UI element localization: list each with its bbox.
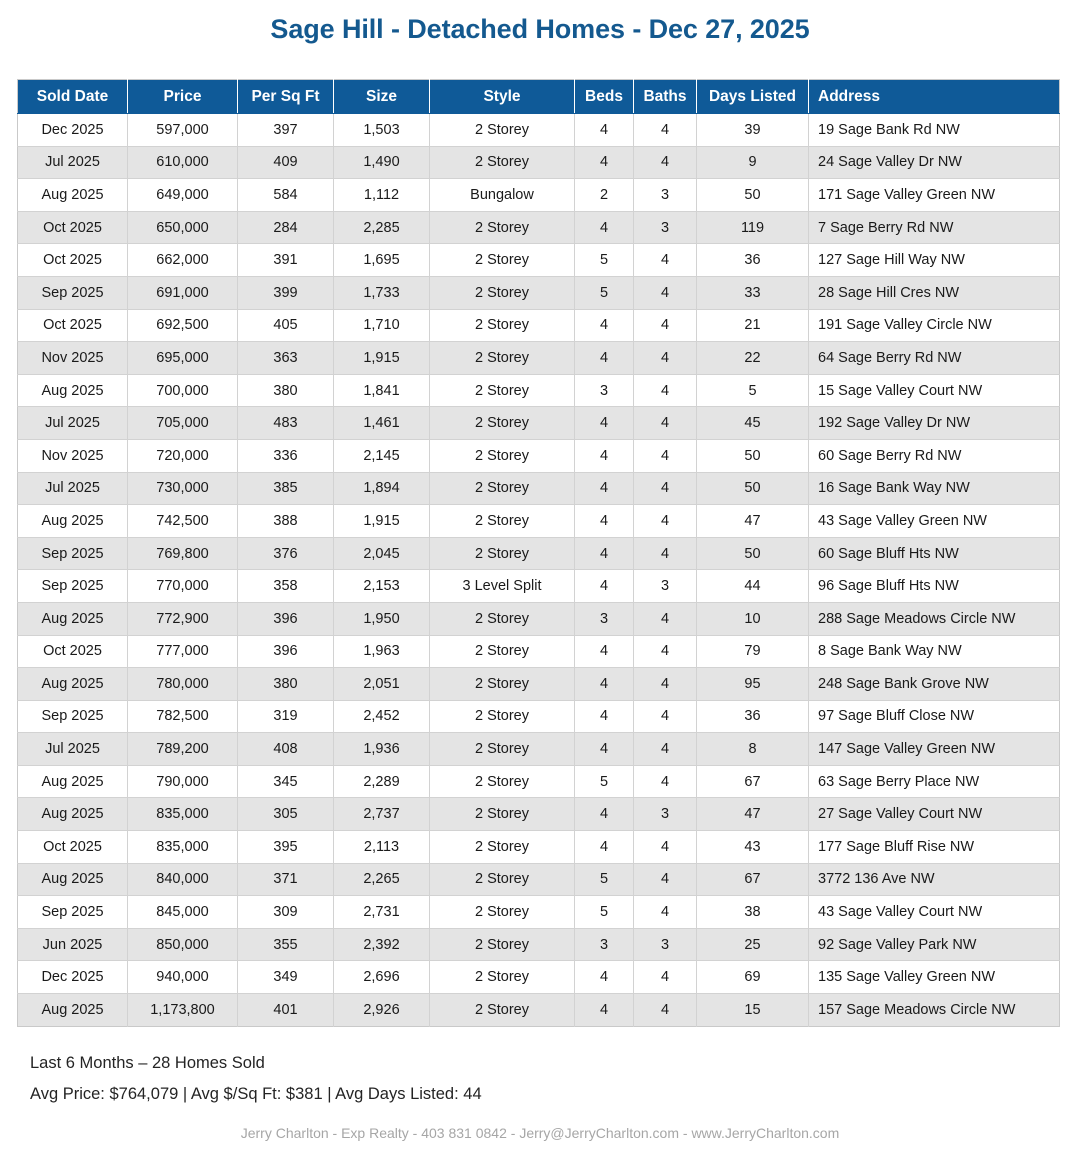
cell-sold-date: Aug 2025 bbox=[18, 994, 128, 1027]
cell-days-listed: 45 bbox=[697, 407, 809, 440]
cell-baths: 4 bbox=[634, 439, 697, 472]
cell-style: 2 Storey bbox=[430, 635, 575, 668]
cell-size: 1,490 bbox=[334, 146, 430, 179]
cell-address: 15 Sage Valley Court NW bbox=[809, 374, 1060, 407]
cell-style: 2 Storey bbox=[430, 700, 575, 733]
table-row[interactable] bbox=[18, 276, 1060, 309]
cell-sold-date: Aug 2025 bbox=[18, 798, 128, 831]
cell-days-listed: 44 bbox=[697, 570, 809, 603]
cell-beds: 3 bbox=[575, 374, 634, 407]
table-row[interactable] bbox=[18, 179, 1060, 212]
cell-size: 1,894 bbox=[334, 472, 430, 505]
cell-style: 2 Storey bbox=[430, 831, 575, 864]
cell-beds: 4 bbox=[575, 211, 634, 244]
cell-sold-date: Aug 2025 bbox=[18, 668, 128, 701]
cell-price: 777,000 bbox=[128, 635, 238, 668]
cell-baths: 3 bbox=[634, 179, 697, 212]
cell-days-listed: 69 bbox=[697, 961, 809, 994]
cell-size: 1,112 bbox=[334, 179, 430, 212]
cell-address: 97 Sage Bluff Close NW bbox=[809, 700, 1060, 733]
table-row[interactable] bbox=[18, 863, 1060, 896]
cell-address: 135 Sage Valley Green NW bbox=[809, 961, 1060, 994]
table-row[interactable] bbox=[18, 505, 1060, 538]
cell-size: 1,915 bbox=[334, 342, 430, 375]
cell-baths: 3 bbox=[634, 211, 697, 244]
table-row[interactable] bbox=[18, 472, 1060, 505]
cell-sold-date: Aug 2025 bbox=[18, 602, 128, 635]
cell-size: 2,452 bbox=[334, 700, 430, 733]
cell-style: 2 Storey bbox=[430, 668, 575, 701]
cell-address: 3772 136 Ave NW bbox=[809, 863, 1060, 896]
cell-per-sq-ft: 399 bbox=[238, 276, 334, 309]
cell-size: 1,963 bbox=[334, 635, 430, 668]
cell-per-sq-ft: 401 bbox=[238, 994, 334, 1027]
cell-days-listed: 50 bbox=[697, 537, 809, 570]
cell-per-sq-ft: 380 bbox=[238, 374, 334, 407]
cell-days-listed: 15 bbox=[697, 994, 809, 1027]
column-header-style[interactable]: Style bbox=[430, 80, 575, 114]
cell-per-sq-ft: 395 bbox=[238, 831, 334, 864]
cell-baths: 4 bbox=[634, 602, 697, 635]
cell-per-sq-ft: 391 bbox=[238, 244, 334, 277]
cell-address: 288 Sage Meadows Circle NW bbox=[809, 602, 1060, 635]
cell-style: 2 Storey bbox=[430, 309, 575, 342]
cell-size: 2,051 bbox=[334, 668, 430, 701]
cell-price: 850,000 bbox=[128, 928, 238, 961]
agent-contact-footer: Jerry Charlton - Exp Realty - 403 831 0842 - Jerry@JerryCharlton.com - www.JerryCharlton.com bbox=[240, 1125, 840, 1141]
cell-address: 7 Sage Berry Rd NW bbox=[809, 211, 1060, 244]
column-header-days-listed[interactable]: Days Listed bbox=[697, 80, 809, 114]
cell-days-listed: 47 bbox=[697, 798, 809, 831]
table-row[interactable] bbox=[18, 146, 1060, 179]
cell-size: 1,461 bbox=[334, 407, 430, 440]
column-header-size[interactable]: Size bbox=[334, 80, 430, 114]
cell-per-sq-ft: 345 bbox=[238, 765, 334, 798]
cell-style: 2 Storey bbox=[430, 896, 575, 929]
cell-address: 177 Sage Bluff Rise NW bbox=[809, 831, 1060, 864]
cell-sold-date: Sep 2025 bbox=[18, 537, 128, 570]
cell-price: 789,200 bbox=[128, 733, 238, 766]
cell-beds: 5 bbox=[575, 863, 634, 896]
cell-price: 835,000 bbox=[128, 831, 238, 864]
cell-per-sq-ft: 409 bbox=[238, 146, 334, 179]
cell-beds: 3 bbox=[575, 602, 634, 635]
cell-size: 1,841 bbox=[334, 374, 430, 407]
cell-sold-date: Jul 2025 bbox=[18, 407, 128, 440]
cell-sold-date: Oct 2025 bbox=[18, 244, 128, 277]
cell-price: 772,900 bbox=[128, 602, 238, 635]
cell-style: 2 Storey bbox=[430, 146, 575, 179]
cell-beds: 4 bbox=[575, 439, 634, 472]
cell-sold-date: Aug 2025 bbox=[18, 505, 128, 538]
column-header-price[interactable]: Price bbox=[128, 80, 238, 114]
cell-beds: 2 bbox=[575, 179, 634, 212]
cell-per-sq-ft: 336 bbox=[238, 439, 334, 472]
cell-style: 2 Storey bbox=[430, 342, 575, 375]
cell-size: 2,926 bbox=[334, 994, 430, 1027]
cell-per-sq-ft: 380 bbox=[238, 668, 334, 701]
cell-beds: 4 bbox=[575, 668, 634, 701]
cell-days-listed: 22 bbox=[697, 342, 809, 375]
cell-sold-date: Jun 2025 bbox=[18, 928, 128, 961]
cell-baths: 4 bbox=[634, 765, 697, 798]
cell-price: 650,000 bbox=[128, 211, 238, 244]
cell-price: 835,000 bbox=[128, 798, 238, 831]
page-title: Sage Hill - Detached Homes - Dec 27, 2025 bbox=[270, 14, 810, 44]
cell-days-listed: 95 bbox=[697, 668, 809, 701]
cell-days-listed: 36 bbox=[697, 700, 809, 733]
cell-style: 2 Storey bbox=[430, 244, 575, 277]
cell-days-listed: 79 bbox=[697, 635, 809, 668]
cell-price: 720,000 bbox=[128, 439, 238, 472]
cell-sold-date: Sep 2025 bbox=[18, 896, 128, 929]
cell-days-listed: 67 bbox=[697, 765, 809, 798]
table-row[interactable] bbox=[18, 244, 1060, 277]
cell-price: 742,500 bbox=[128, 505, 238, 538]
cell-price: 782,500 bbox=[128, 700, 238, 733]
table-row[interactable] bbox=[18, 211, 1060, 244]
cell-beds: 4 bbox=[575, 309, 634, 342]
cell-sold-date: Jul 2025 bbox=[18, 733, 128, 766]
cell-sold-date: Aug 2025 bbox=[18, 179, 128, 212]
cell-per-sq-ft: 349 bbox=[238, 961, 334, 994]
cell-baths: 4 bbox=[634, 505, 697, 538]
cell-baths: 4 bbox=[634, 635, 697, 668]
column-header-sold-date[interactable]: Sold Date bbox=[18, 80, 128, 114]
cell-per-sq-ft: 405 bbox=[238, 309, 334, 342]
cell-per-sq-ft: 363 bbox=[238, 342, 334, 375]
cell-sold-date: Sep 2025 bbox=[18, 570, 128, 603]
cell-price: 691,000 bbox=[128, 276, 238, 309]
cell-days-listed: 43 bbox=[697, 831, 809, 864]
cell-price: 662,000 bbox=[128, 244, 238, 277]
cell-address: 43 Sage Valley Green NW bbox=[809, 505, 1060, 538]
cell-beds: 5 bbox=[575, 896, 634, 929]
cell-days-listed: 21 bbox=[697, 309, 809, 342]
cell-per-sq-ft: 396 bbox=[238, 602, 334, 635]
cell-size: 1,503 bbox=[334, 114, 430, 147]
cell-beds: 4 bbox=[575, 570, 634, 603]
cell-beds: 3 bbox=[575, 928, 634, 961]
cell-address: 147 Sage Valley Green NW bbox=[809, 733, 1060, 766]
cell-size: 2,285 bbox=[334, 211, 430, 244]
table-header bbox=[18, 80, 1060, 114]
cell-per-sq-ft: 385 bbox=[238, 472, 334, 505]
column-header-per-sq-ft[interactable]: Per Sq Ft bbox=[238, 80, 334, 114]
cell-beds: 4 bbox=[575, 635, 634, 668]
cell-address: 63 Sage Berry Place NW bbox=[809, 765, 1060, 798]
cell-style: 2 Storey bbox=[430, 276, 575, 309]
cell-beds: 4 bbox=[575, 114, 634, 147]
cell-baths: 4 bbox=[634, 276, 697, 309]
cell-baths: 4 bbox=[634, 733, 697, 766]
cell-style: 2 Storey bbox=[430, 374, 575, 407]
table-row[interactable] bbox=[18, 635, 1060, 668]
cell-price: 845,000 bbox=[128, 896, 238, 929]
cell-baths: 4 bbox=[634, 961, 697, 994]
cell-baths: 4 bbox=[634, 114, 697, 147]
cell-per-sq-ft: 305 bbox=[238, 798, 334, 831]
cell-address: 28 Sage Hill Cres NW bbox=[809, 276, 1060, 309]
cell-days-listed: 50 bbox=[697, 472, 809, 505]
cell-style: Bungalow bbox=[430, 179, 575, 212]
cell-address: 24 Sage Valley Dr NW bbox=[809, 146, 1060, 179]
sold-listings-table-container bbox=[17, 79, 1059, 1027]
cell-style: 2 Storey bbox=[430, 961, 575, 994]
table-row[interactable] bbox=[18, 896, 1060, 929]
cell-per-sq-ft: 355 bbox=[238, 928, 334, 961]
cell-baths: 4 bbox=[634, 537, 697, 570]
cell-per-sq-ft: 396 bbox=[238, 635, 334, 668]
cell-days-listed: 67 bbox=[697, 863, 809, 896]
column-header-address[interactable]: Address bbox=[809, 80, 1060, 114]
cell-style: 2 Storey bbox=[430, 537, 575, 570]
cell-style: 2 Storey bbox=[430, 765, 575, 798]
summary-period: Last 6 Months – 28 Homes Sold bbox=[30, 1054, 265, 1072]
cell-beds: 4 bbox=[575, 700, 634, 733]
cell-beds: 4 bbox=[575, 537, 634, 570]
cell-beds: 4 bbox=[575, 342, 634, 375]
cell-baths: 4 bbox=[634, 896, 697, 929]
cell-size: 2,113 bbox=[334, 831, 430, 864]
cell-sold-date: Oct 2025 bbox=[18, 211, 128, 244]
table-row[interactable] bbox=[18, 374, 1060, 407]
table-row[interactable] bbox=[18, 994, 1060, 1027]
cell-size: 1,915 bbox=[334, 505, 430, 538]
cell-price: 780,000 bbox=[128, 668, 238, 701]
cell-baths: 4 bbox=[634, 700, 697, 733]
table-row[interactable] bbox=[18, 537, 1060, 570]
cell-style: 2 Storey bbox=[430, 994, 575, 1027]
cell-baths: 4 bbox=[634, 994, 697, 1027]
summary-averages: Avg Price: $764,079 | Avg $/Sq Ft: $381 | Avg Days Listed: 44 bbox=[30, 1085, 482, 1103]
cell-days-listed: 36 bbox=[697, 244, 809, 277]
cell-days-listed: 38 bbox=[697, 896, 809, 929]
cell-style: 2 Storey bbox=[430, 505, 575, 538]
cell-baths: 4 bbox=[634, 863, 697, 896]
cell-address: 92 Sage Valley Park NW bbox=[809, 928, 1060, 961]
cell-baths: 4 bbox=[634, 831, 697, 864]
cell-address: 60 Sage Berry Rd NW bbox=[809, 439, 1060, 472]
table-row[interactable] bbox=[18, 928, 1060, 961]
cell-baths: 4 bbox=[634, 407, 697, 440]
cell-beds: 4 bbox=[575, 994, 634, 1027]
cell-address: 171 Sage Valley Green NW bbox=[809, 179, 1060, 212]
cell-style: 2 Storey bbox=[430, 472, 575, 505]
table-row[interactable] bbox=[18, 831, 1060, 864]
cell-price: 700,000 bbox=[128, 374, 238, 407]
cell-per-sq-ft: 358 bbox=[238, 570, 334, 603]
cell-per-sq-ft: 397 bbox=[238, 114, 334, 147]
cell-price: 692,500 bbox=[128, 309, 238, 342]
cell-beds: 5 bbox=[575, 276, 634, 309]
cell-price: 769,800 bbox=[128, 537, 238, 570]
table-row[interactable] bbox=[18, 309, 1060, 342]
table-row[interactable] bbox=[18, 733, 1060, 766]
cell-per-sq-ft: 319 bbox=[238, 700, 334, 733]
table-row[interactable] bbox=[18, 700, 1060, 733]
cell-per-sq-ft: 376 bbox=[238, 537, 334, 570]
cell-size: 1,936 bbox=[334, 733, 430, 766]
cell-size: 1,733 bbox=[334, 276, 430, 309]
cell-days-listed: 8 bbox=[697, 733, 809, 766]
table-row[interactable] bbox=[18, 961, 1060, 994]
cell-sold-date: Sep 2025 bbox=[18, 700, 128, 733]
cell-address: 8 Sage Bank Way NW bbox=[809, 635, 1060, 668]
cell-baths: 3 bbox=[634, 798, 697, 831]
table-row[interactable] bbox=[18, 114, 1060, 147]
cell-price: 730,000 bbox=[128, 472, 238, 505]
table-row[interactable] bbox=[18, 765, 1060, 798]
cell-address: 60 Sage Bluff Hts NW bbox=[809, 537, 1060, 570]
cell-address: 127 Sage Hill Way NW bbox=[809, 244, 1060, 277]
cell-beds: 4 bbox=[575, 798, 634, 831]
cell-per-sq-ft: 408 bbox=[238, 733, 334, 766]
cell-address: 192 Sage Valley Dr NW bbox=[809, 407, 1060, 440]
cell-days-listed: 33 bbox=[697, 276, 809, 309]
summary-block bbox=[30, 1048, 930, 1110]
cell-sold-date: Dec 2025 bbox=[18, 114, 128, 147]
table-row[interactable] bbox=[18, 407, 1060, 440]
cell-price: 940,000 bbox=[128, 961, 238, 994]
cell-address: 19 Sage Bank Rd NW bbox=[809, 114, 1060, 147]
cell-baths: 4 bbox=[634, 342, 697, 375]
cell-days-listed: 47 bbox=[697, 505, 809, 538]
cell-per-sq-ft: 584 bbox=[238, 179, 334, 212]
cell-size: 2,731 bbox=[334, 896, 430, 929]
cell-per-sq-ft: 388 bbox=[238, 505, 334, 538]
cell-sold-date: Oct 2025 bbox=[18, 831, 128, 864]
cell-size: 1,695 bbox=[334, 244, 430, 277]
cell-days-listed: 5 bbox=[697, 374, 809, 407]
cell-sold-date: Jul 2025 bbox=[18, 472, 128, 505]
cell-beds: 5 bbox=[575, 244, 634, 277]
cell-per-sq-ft: 309 bbox=[238, 896, 334, 929]
cell-sold-date: Sep 2025 bbox=[18, 276, 128, 309]
cell-price: 610,000 bbox=[128, 146, 238, 179]
cell-address: 27 Sage Valley Court NW bbox=[809, 798, 1060, 831]
column-header-baths[interactable]: Baths bbox=[634, 80, 697, 114]
cell-days-listed: 50 bbox=[697, 179, 809, 212]
table-row[interactable] bbox=[18, 439, 1060, 472]
cell-sold-date: Aug 2025 bbox=[18, 765, 128, 798]
cell-price: 840,000 bbox=[128, 863, 238, 896]
cell-size: 2,153 bbox=[334, 570, 430, 603]
table-row[interactable] bbox=[18, 668, 1060, 701]
cell-size: 2,392 bbox=[334, 928, 430, 961]
cell-style: 2 Storey bbox=[430, 211, 575, 244]
cell-style: 2 Storey bbox=[430, 602, 575, 635]
cell-baths: 4 bbox=[634, 374, 697, 407]
cell-price: 649,000 bbox=[128, 179, 238, 212]
cell-style: 2 Storey bbox=[430, 439, 575, 472]
cell-address: 157 Sage Meadows Circle NW bbox=[809, 994, 1060, 1027]
cell-style: 2 Storey bbox=[430, 863, 575, 896]
cell-beds: 4 bbox=[575, 505, 634, 538]
cell-size: 2,737 bbox=[334, 798, 430, 831]
table-row[interactable] bbox=[18, 602, 1060, 635]
cell-beds: 5 bbox=[575, 765, 634, 798]
cell-days-listed: 25 bbox=[697, 928, 809, 961]
cell-size: 2,145 bbox=[334, 439, 430, 472]
cell-sold-date: Nov 2025 bbox=[18, 439, 128, 472]
cell-address: 248 Sage Bank Grove NW bbox=[809, 668, 1060, 701]
cell-per-sq-ft: 483 bbox=[238, 407, 334, 440]
cell-size: 2,045 bbox=[334, 537, 430, 570]
cell-address: 191 Sage Valley Circle NW bbox=[809, 309, 1060, 342]
cell-baths: 4 bbox=[634, 472, 697, 505]
cell-price: 695,000 bbox=[128, 342, 238, 375]
cell-address: 96 Sage Bluff Hts NW bbox=[809, 570, 1060, 603]
cell-beds: 4 bbox=[575, 831, 634, 864]
cell-size: 2,289 bbox=[334, 765, 430, 798]
cell-address: 64 Sage Berry Rd NW bbox=[809, 342, 1060, 375]
cell-days-listed: 50 bbox=[697, 439, 809, 472]
cell-baths: 4 bbox=[634, 668, 697, 701]
cell-sold-date: Oct 2025 bbox=[18, 635, 128, 668]
cell-size: 2,696 bbox=[334, 961, 430, 994]
cell-baths: 3 bbox=[634, 928, 697, 961]
cell-days-listed: 10 bbox=[697, 602, 809, 635]
table-row[interactable] bbox=[18, 342, 1060, 375]
cell-style: 2 Storey bbox=[430, 407, 575, 440]
cell-sold-date: Oct 2025 bbox=[18, 309, 128, 342]
cell-sold-date: Jul 2025 bbox=[18, 146, 128, 179]
cell-baths: 4 bbox=[634, 244, 697, 277]
cell-baths: 4 bbox=[634, 146, 697, 179]
cell-days-listed: 9 bbox=[697, 146, 809, 179]
cell-style: 2 Storey bbox=[430, 114, 575, 147]
cell-price: 705,000 bbox=[128, 407, 238, 440]
cell-beds: 4 bbox=[575, 733, 634, 766]
cell-price: 770,000 bbox=[128, 570, 238, 603]
cell-beds: 4 bbox=[575, 146, 634, 179]
column-header-beds[interactable]: Beds bbox=[575, 80, 634, 114]
cell-address: 16 Sage Bank Way NW bbox=[809, 472, 1060, 505]
table-row[interactable] bbox=[18, 798, 1060, 831]
cell-sold-date: Nov 2025 bbox=[18, 342, 128, 375]
cell-price: 597,000 bbox=[128, 114, 238, 147]
cell-days-listed: 39 bbox=[697, 114, 809, 147]
cell-per-sq-ft: 371 bbox=[238, 863, 334, 896]
table-header-row bbox=[18, 80, 1060, 114]
cell-size: 2,265 bbox=[334, 863, 430, 896]
cell-address: 43 Sage Valley Court NW bbox=[809, 896, 1060, 929]
cell-price: 1,173,800 bbox=[128, 994, 238, 1027]
table-row[interactable] bbox=[18, 570, 1060, 603]
cell-sold-date: Aug 2025 bbox=[18, 374, 128, 407]
cell-style: 2 Storey bbox=[430, 733, 575, 766]
cell-baths: 4 bbox=[634, 309, 697, 342]
cell-beds: 4 bbox=[575, 407, 634, 440]
cell-style: 2 Storey bbox=[430, 928, 575, 961]
sold-listings-table bbox=[17, 79, 1060, 1027]
table-body bbox=[18, 114, 1060, 1027]
cell-sold-date: Dec 2025 bbox=[18, 961, 128, 994]
cell-days-listed: 119 bbox=[697, 211, 809, 244]
cell-sold-date: Aug 2025 bbox=[18, 863, 128, 896]
cell-beds: 4 bbox=[575, 472, 634, 505]
cell-beds: 4 bbox=[575, 961, 634, 994]
cell-baths: 3 bbox=[634, 570, 697, 603]
cell-size: 1,710 bbox=[334, 309, 430, 342]
cell-price: 790,000 bbox=[128, 765, 238, 798]
cell-style: 3 Level Split bbox=[430, 570, 575, 603]
cell-size: 1,950 bbox=[334, 602, 430, 635]
cell-style: 2 Storey bbox=[430, 798, 575, 831]
cell-per-sq-ft: 284 bbox=[238, 211, 334, 244]
